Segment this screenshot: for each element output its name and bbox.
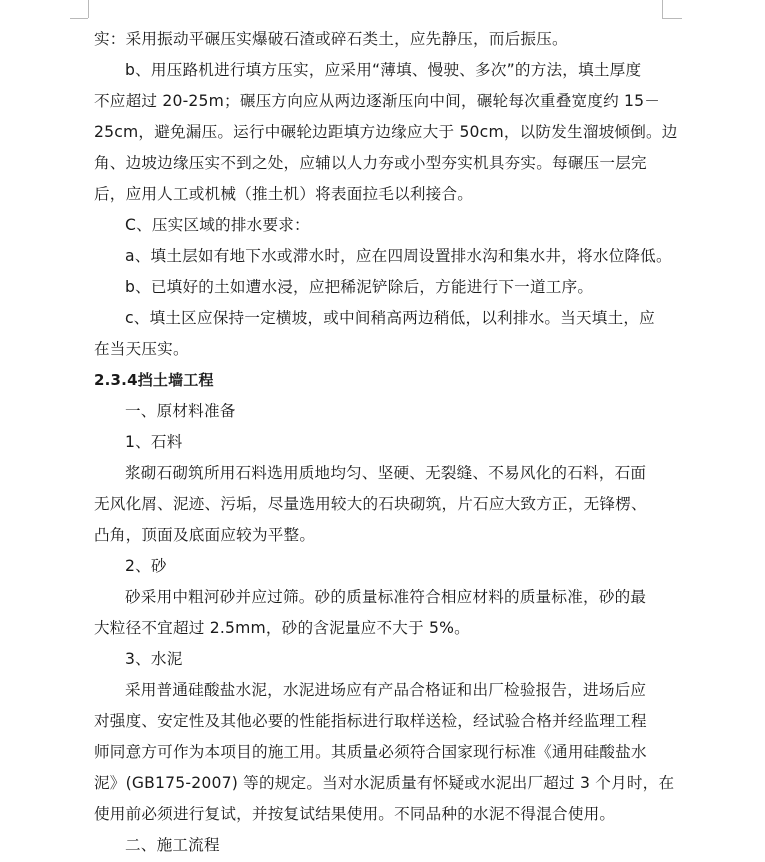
text-line: a、填土层如有地下水或滞水时，应在四周设置排水沟和集水井，将水位降低。 <box>125 247 672 265</box>
text-line: 砂采用中粗河砂并应过筛。砂的质量标准符合相应材料的质量标准，砂的最 <box>125 588 647 606</box>
section-heading: 2.3.4挡土墙工程 <box>94 371 214 389</box>
crop-mark-top-right-horizontal <box>662 18 682 19</box>
text-line: 不应超过 20-25m；碾压方向应从两边逐渐压向中间，碾轮每次重叠宽度约 15－ <box>94 92 661 110</box>
text-line: 无风化屑、泥迹、污垢，尽量选用较大的石块砌筑，片石应大致方正，无锋楞、 <box>94 495 647 513</box>
text-line: 师同意方可作为本项目的施工用。其质量必须符合国家现行标准《通用硅酸盐水 <box>94 743 647 761</box>
text-line: 一、原材料准备 <box>125 402 236 420</box>
text-line: 后，应用人工或机械（推土机）将表面拉毛以利接合。 <box>94 185 474 203</box>
crop-mark-top-left-horizontal <box>70 18 88 19</box>
text-line: b、已填好的土如遭水浸，应把稀泥铲除后，方能进行下一道工序。 <box>125 278 594 296</box>
crop-mark-top-left <box>88 0 89 18</box>
document-body <box>94 24 678 861</box>
text-line: 使用前必须进行复试，并按复试结果使用。不同品种的水泥不得混合使用。 <box>94 805 616 823</box>
text-line: 泥》(GB175-2007) 等的规定。当对水泥质量有怀疑或水泥出厂超过 3 个月时，在 <box>94 774 675 792</box>
text-line: 凸角，顶面及底面应较为平整。 <box>94 526 316 544</box>
text-line: 采用普通硅酸盐水泥，水泥进场应有产品合格证和出厂检验报告，进场后应 <box>125 681 647 699</box>
text-line: 实：采用振动平碾压实爆破石渣或碎石类土，应先静压，而后振压。 <box>94 30 568 48</box>
text-line: 对强度、安定性及其他必要的性能指标进行取样送检，经试验合格并经监理工程 <box>94 712 647 730</box>
text-line: 2、砂 <box>125 557 167 575</box>
text-line: c、填土区应保持一定横坡，或中间稍高两边稍低，以利排水。当天填土，应 <box>125 309 655 327</box>
text-line: 3、水泥 <box>125 650 183 668</box>
text-line: 在当天压实。 <box>94 340 189 358</box>
text-line: 1、石料 <box>125 433 183 451</box>
text-line: b、用压路机进行填方压实，应采用“薄填、慢驶、多次”的方法，填土厚度 <box>125 61 642 79</box>
text-line: 大粒径不宜超过 2.5mm，砂的含泥量应不大于 5%。 <box>94 619 470 637</box>
crop-mark-top-right <box>662 0 663 18</box>
text-line: C、压实区域的排水要求： <box>125 216 310 234</box>
text-line: 浆砌石砌筑所用石料选用质地均匀、坚硬、无裂缝、不易风化的石料，石面 <box>125 464 647 482</box>
text-line: 角、边坡边缘压实不到之处，应辅以人力夯或小型夯实机具夯实。每碾压一层完 <box>94 154 647 172</box>
text-line: 25cm，避免漏压。运行中碾轮边距填方边缘应大于 50cm，以防发生溜坡倾倒。边 <box>94 123 678 141</box>
text-line: 二、施工流程 <box>125 836 220 854</box>
